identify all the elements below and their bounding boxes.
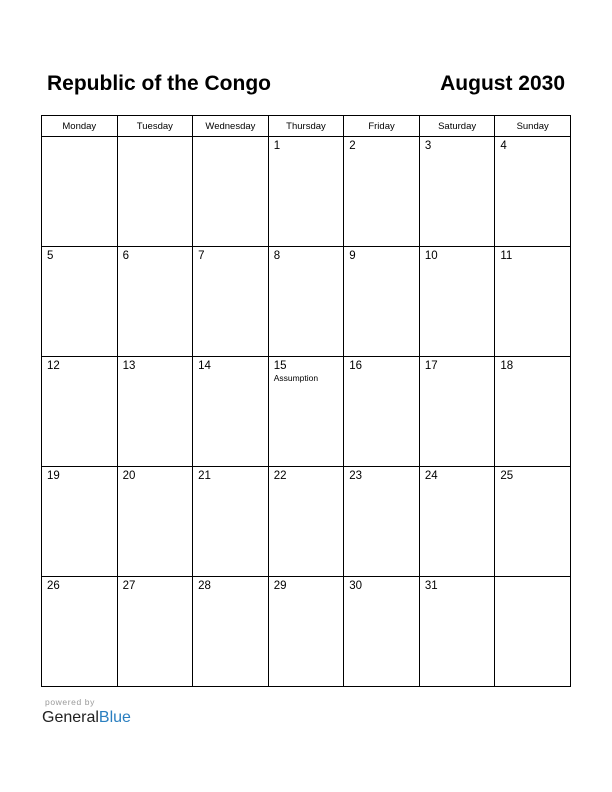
calendar-country-title: Republic of the Congo (47, 72, 271, 95)
day-number: 14 (198, 360, 211, 372)
day-number: 2 (349, 140, 356, 152)
day-cell (268, 467, 344, 577)
week-row (42, 247, 571, 357)
day-number: 24 (424, 470, 438, 482)
day-cell (344, 467, 420, 577)
weekday-header: Wednesday (193, 116, 269, 137)
day-number (495, 577, 570, 579)
day-number: 23 (349, 470, 363, 482)
day-cell (42, 467, 118, 577)
day-number: 21 (198, 470, 211, 482)
week-row (42, 357, 571, 467)
day-cell (193, 137, 269, 247)
weekday-header-row (42, 116, 571, 137)
day-cell (117, 357, 193, 467)
day-number: 6 (122, 250, 129, 262)
day-cell (268, 357, 344, 467)
day-cell (268, 577, 344, 687)
weekday-header: Sunday (495, 116, 571, 137)
day-cell (419, 247, 495, 357)
day-number: 27 (122, 580, 136, 592)
day-cell (268, 247, 344, 357)
day-number: 12 (47, 360, 60, 372)
day-cell (495, 577, 571, 687)
day-number: 1 (273, 140, 281, 152)
day-number: 28 (198, 580, 211, 592)
day-cell (42, 247, 118, 357)
day-cell (419, 357, 495, 467)
day-number: 5 (47, 250, 54, 262)
day-cell (495, 247, 571, 357)
day-number: 9 (349, 250, 356, 262)
day-cell (495, 357, 571, 467)
calendar-month-title: August 2030 (440, 72, 565, 95)
day-number: 16 (349, 360, 363, 372)
day-cell (117, 577, 193, 687)
week-row (42, 137, 571, 247)
day-number: 10 (424, 250, 438, 262)
day-cell (117, 467, 193, 577)
weekday-header: Monday (42, 116, 118, 137)
day-number: 30 (349, 580, 363, 592)
calendar-grid (41, 115, 571, 687)
day-number: 8 (273, 250, 281, 262)
day-cell (193, 357, 269, 467)
day-cell (495, 467, 571, 577)
week-row (42, 467, 571, 577)
day-cell (117, 247, 193, 357)
weekday-header: Thursday (268, 116, 344, 137)
generalblue-logo[interactable] (42, 708, 131, 728)
day-cell (42, 357, 118, 467)
day-number (118, 137, 193, 139)
day-number: 11 (500, 250, 513, 262)
day-cell (193, 577, 269, 687)
weekday-header: Saturday (419, 116, 495, 137)
holiday-label: Assumption (273, 373, 319, 383)
day-cell (268, 137, 344, 247)
day-number: 18 (500, 360, 514, 372)
day-number: 19 (47, 470, 60, 482)
day-number: 20 (122, 470, 136, 482)
day-number: 26 (47, 580, 60, 592)
brand-name-part2: Blue (98, 709, 131, 726)
day-number (42, 137, 117, 139)
day-number: 31 (424, 580, 438, 592)
week-row (42, 577, 571, 687)
weekday-header: Friday (344, 116, 420, 137)
day-cell (193, 467, 269, 577)
day-cell (495, 137, 571, 247)
day-cell (117, 137, 193, 247)
day-cell (344, 577, 420, 687)
day-number: 13 (122, 360, 136, 372)
day-cell (419, 577, 495, 687)
day-cell (344, 357, 420, 467)
brand-name-part1: General (42, 709, 99, 726)
day-number: 3 (424, 140, 432, 152)
day-cell (344, 247, 420, 357)
day-number: 29 (273, 580, 287, 592)
day-number: 15 (273, 360, 287, 372)
day-number: 22 (273, 470, 287, 482)
day-cell (193, 247, 269, 357)
day-cell (42, 577, 118, 687)
day-number: 25 (500, 470, 514, 482)
powered-by-text: powered by (45, 697, 95, 707)
day-number: 7 (198, 250, 205, 262)
day-cell (42, 137, 118, 247)
day-cell (419, 137, 495, 247)
day-cell (344, 137, 420, 247)
weekday-header: Tuesday (117, 116, 193, 137)
day-number: 17 (424, 360, 438, 372)
day-number (193, 137, 268, 139)
day-cell (419, 467, 495, 577)
day-number: 4 (500, 140, 507, 152)
